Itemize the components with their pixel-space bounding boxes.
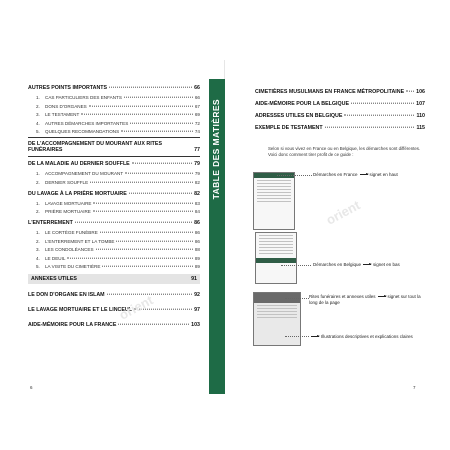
toc-section-cimetieres[interactable] — [255, 89, 425, 95]
item-label: QUELQUES RECOMMANDATIONS — [45, 129, 120, 134]
item-label: LA VISITE DU CIMETIÈRE — [45, 264, 101, 269]
toc-section-don-organe[interactable] — [28, 292, 200, 298]
item-number: 1. — [36, 171, 40, 176]
item-number: 1. — [36, 230, 40, 235]
toc-section-aide-memoire-france[interactable] — [28, 322, 200, 328]
section-title-line2: FUNÉRAIRES — [28, 147, 63, 153]
section-title: AIDE-MÉMOIRE POUR LA FRANCE — [28, 322, 117, 328]
arrow-right-icon — [363, 264, 371, 265]
thumbnail-france — [253, 172, 295, 230]
divider — [28, 156, 200, 157]
divider — [28, 137, 200, 138]
callout-note: signet sur tout la long de la page — [309, 294, 421, 306]
item-number: 2. — [36, 179, 40, 185]
callout-france — [313, 172, 398, 177]
toc-section-annexes[interactable] — [28, 274, 200, 284]
thumbnail-rites — [253, 292, 301, 346]
section-title: CIMETIÈRES MUSULMANS EN FRANCE MÉTROPOLITAINE — [255, 89, 405, 95]
section-page: 97 — [194, 307, 200, 313]
callout-illustrations — [309, 334, 413, 339]
sidebar-label: TABLE DES MATIÈRES — [211, 99, 221, 200]
section-title: LE LAVAGE MORTUAIRE ET LE LINCEUL — [28, 307, 132, 313]
item-label: AUTRES DÉMARCHES IMPORTANTES — [45, 120, 129, 126]
section-page: 106 — [416, 89, 425, 95]
arrow-right-icon — [378, 296, 386, 297]
item-page: 72 — [194, 120, 200, 126]
section-title-line1: DE L'ACCOMPAGNEMENT DU MOURANT AUX RITES — [28, 141, 162, 147]
page-number: 6 — [30, 385, 33, 390]
section-page: 92 — [194, 292, 200, 298]
watermark: orient — [116, 292, 156, 323]
toc-item[interactable] — [28, 239, 200, 244]
item-page: 66 — [194, 95, 200, 100]
thumbnail-belgique — [255, 232, 297, 284]
toc-section-accompagnement[interactable] — [28, 141, 200, 153]
toc-section-enterrement[interactable] — [28, 220, 200, 226]
intro-text: Selon si vous vivez en France ou en Belgique, les démarches sont différentes. Voici donc comment tirer profit de ce guide : — [268, 146, 421, 158]
arrow-right-icon — [311, 336, 319, 337]
section-page: 66 — [194, 85, 200, 91]
page-number: 7 — [413, 385, 416, 390]
item-page: 84 — [194, 209, 200, 214]
callout-leader — [285, 298, 309, 299]
item-page: 86 — [194, 238, 200, 244]
item-label: LES CONDOLÉANCES — [45, 247, 94, 252]
item-page: 89 — [194, 264, 200, 269]
toc-item[interactable] — [28, 209, 200, 214]
item-page: 86 — [194, 230, 200, 235]
item-number: 3. — [36, 112, 40, 117]
item-number: 5. — [36, 264, 40, 269]
callout-label: Rites funéraires et annexes utiles — [309, 294, 376, 299]
toc-item[interactable] — [28, 180, 200, 185]
item-label: PRIÈRE MORTUAIRE — [45, 209, 91, 214]
item-number: 1. — [36, 95, 40, 100]
item-number: 4. — [36, 120, 40, 126]
callout-note: signet en bas — [373, 262, 400, 267]
toc-item[interactable] — [28, 230, 200, 235]
section-title: LE DON D'ORGANE EN ISLAM — [28, 292, 105, 298]
item-label: DONS D'ORGANES — [45, 103, 87, 109]
item-label: L'ENTERREMENT ET LA TOMBE — [45, 238, 115, 244]
arrow-right-icon — [360, 174, 368, 175]
section-page: 77 — [194, 147, 200, 153]
section-title: AUTRES POINTS IMPORTANTS — [28, 85, 108, 91]
section-title: ADRESSES UTILES EN BELGIQUE — [255, 113, 343, 119]
callout-rites — [309, 294, 425, 307]
toc-item[interactable] — [28, 121, 200, 126]
section-page: 103 — [191, 322, 200, 328]
item-number: 2. — [36, 103, 40, 109]
section-page: 79 — [194, 161, 200, 167]
item-label: DERNIER SOUFFLE — [45, 179, 89, 185]
section-title: EXEMPLE DE TESTAMENT — [255, 125, 323, 131]
section-title: AIDE-MÉMOIRE POUR LA BELGIQUE — [255, 101, 349, 107]
toc-item[interactable] — [28, 104, 200, 109]
section-page: 91 — [191, 276, 197, 282]
toc-item[interactable] — [28, 129, 200, 134]
toc-item[interactable] — [28, 112, 200, 117]
toc-section-maladie[interactable] — [28, 161, 200, 167]
section-title: DE LA MALADIE AU DERNIER SOUFFLE — [28, 161, 130, 167]
item-page: 89 — [194, 255, 200, 261]
watermark: orient — [323, 197, 363, 228]
item-page: 79 — [194, 171, 200, 176]
item-number: 5. — [36, 129, 40, 134]
callout-belgique — [313, 262, 400, 267]
left-table-of-contents — [28, 85, 200, 328]
toc-item[interactable] — [28, 264, 200, 269]
item-label: ACCOMPAGNEMENT DU MOURANT — [45, 171, 124, 176]
table-of-contents-tab[interactable] — [209, 79, 225, 394]
toc-item[interactable] — [28, 256, 200, 261]
callout-leader — [281, 265, 311, 266]
item-label: LE DEUIL — [45, 255, 66, 261]
item-label: CAS PARTICULIERS DES ENFANTS — [45, 95, 122, 100]
section-title: ANNEXES UTILES — [31, 276, 77, 282]
right-page — [225, 0, 450, 450]
section-page: 115 — [416, 125, 425, 131]
section-page: 82 — [194, 190, 200, 197]
callout-label: Illustrations descriptives et explications claires — [321, 334, 413, 339]
item-number: 4. — [36, 255, 40, 261]
item-page: 74 — [194, 129, 200, 134]
item-number: 3. — [36, 247, 40, 252]
callout-note: signet en haut — [369, 172, 398, 177]
toc-item[interactable] — [28, 201, 200, 206]
item-label: LAVAGE MORTUAIRE — [45, 200, 92, 206]
callout-leader — [285, 336, 309, 337]
callout-leader — [277, 175, 312, 176]
toc-section-lavage[interactable] — [28, 191, 200, 197]
section-page: 107 — [416, 101, 425, 107]
callout-label: Démarches en France — [313, 172, 358, 177]
toc-section-testament[interactable] — [255, 125, 425, 131]
item-number: 1. — [36, 200, 40, 206]
toc-item[interactable] — [28, 95, 200, 100]
toc-section-aide-memoire-belgique[interactable] — [255, 101, 425, 107]
item-label: LE CORTÈGE FUNÈBRE — [45, 230, 98, 235]
right-table-of-contents — [255, 89, 425, 137]
item-page: 82 — [194, 179, 200, 185]
item-page: 83 — [194, 200, 200, 206]
section-title: L'ENTERREMENT — [28, 220, 73, 226]
item-number: 2. — [36, 209, 40, 214]
toc-section-adresses[interactable] — [255, 113, 425, 119]
item-page: 67 — [194, 103, 200, 109]
item-number: 2. — [36, 238, 40, 244]
callout-label: Démarches en Belgique — [313, 262, 362, 267]
toc-section-autres-points[interactable] — [28, 85, 200, 91]
item-page: 88 — [194, 247, 200, 252]
section-page: 110 — [416, 113, 425, 119]
section-title: DU LAVAGE À LA PRIÈRE MORTUAIRE — [28, 190, 127, 197]
toc-item[interactable] — [28, 247, 200, 252]
item-label: LE TESTAMENT — [45, 112, 80, 117]
item-page: 69 — [194, 112, 200, 117]
toc-section-linceul[interactable] — [28, 307, 200, 313]
toc-item[interactable] — [28, 171, 200, 176]
section-page: 86 — [194, 220, 200, 226]
